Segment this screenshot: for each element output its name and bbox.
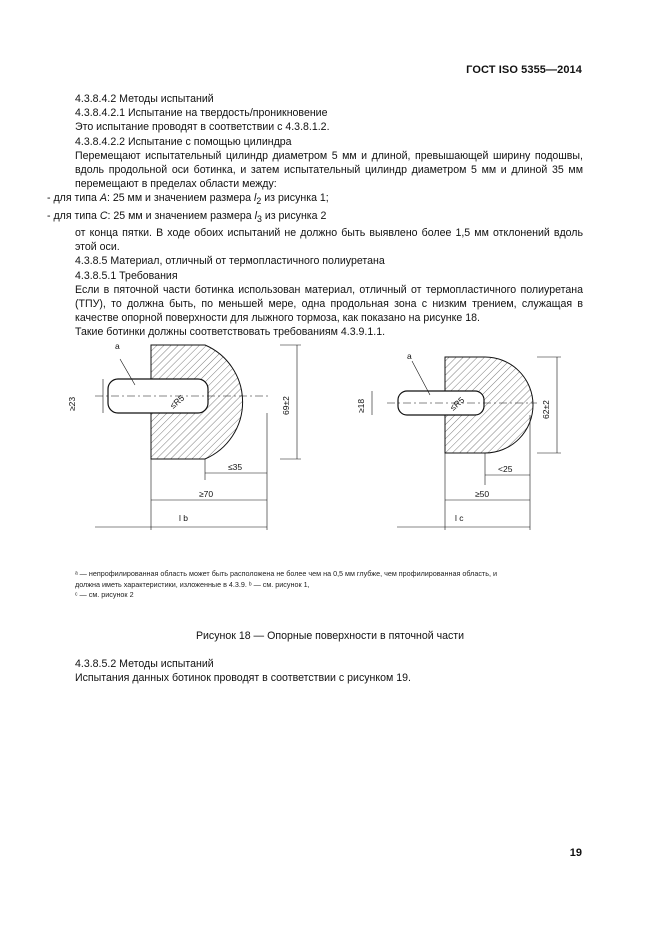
paragraph: Такие ботинки должны соответствовать требованиям 4.3.9.1.1. (75, 326, 386, 339)
list-end: из рисунка 1; (261, 192, 329, 205)
dim-70-left: ≥70 (199, 489, 214, 499)
mark-a-right: a (407, 351, 412, 361)
list-text: : 25 мм и значением размера (106, 192, 255, 205)
figure-caption: Рисунок 18 — Опорные поверхности в пяточной части (195, 630, 465, 642)
width-dim-left: ≥23 (67, 396, 77, 411)
figure-18-drawing (67, 335, 585, 545)
note-line: ᵃ — непрофилированная область может быть расположена не более чем на 0,5 мм глубже, чем профилированная область, и (75, 569, 497, 578)
height-dim-right: 62±2 (541, 400, 551, 419)
paragraph: от конца пятки. В ходе обоих испытаний не должно быть выявлено более 1,5 мм отклонений вдоль этой оси. (75, 227, 583, 254)
type-label: A (99, 192, 107, 205)
paragraph: Испытания данных ботинок проводят в соответствии с рисунком 19. (75, 672, 411, 685)
list-end: из рисунка 2 (261, 209, 327, 222)
note-line: должна иметь характеристики, изложенные в 4.3.9. ᵇ — см. рисунок 1, (75, 579, 310, 589)
paragraph: Если в пяточной части ботинка использован материал, отличный от термопластичного полиуретана (ТПУ), то должна быть, по меньшей мере, одна продольная зона с низким трением, служащая в качестве опорной поверхности для лыжного тормоза, как показано на рисунке 18. (75, 283, 583, 325)
height-dim-left: 69±2 (281, 396, 291, 415)
list-item (47, 191, 583, 208)
note-line: ᶜ — см. рисунок 2 (75, 590, 134, 599)
paragraph (0, 149, 583, 192)
subsection-heading: 4.3.8.5.1 Требования (75, 269, 178, 282)
page-number: 19 (569, 847, 582, 859)
subsection-heading: 4.3.8.5.2 Методы испытаний (75, 658, 214, 670)
type-label: C (99, 209, 108, 222)
dim-lb-left: l b (179, 513, 188, 523)
dim-lc-right: l c (455, 513, 464, 523)
right-heel-drawing (356, 351, 561, 530)
paragraph-text: Перемещают испытательный цилиндр диаметром 5 мм и длиной, превышающей ширину подошвы, вдоль продольной оси ботинка, и затем испытательный цилиндр диаметром 5 мм и длиной 35 мм перемещают в пределах области между: (75, 149, 583, 191)
subsection-heading: 4.3.8.4.2.1 Испытание на твердость/проникновение (75, 107, 328, 120)
paragraph: Это испытание проводят в соответствии с 4.3.8.1.2. (75, 121, 330, 134)
list-text: : 25 мм и значением размера (107, 209, 255, 222)
subsection-heading: 4.3.8.4.2.2 Испытание с помощью цилиндра (75, 135, 292, 148)
radius-label-right: ≤R5 (447, 394, 467, 413)
list-prefix: - для типа (47, 192, 100, 205)
technical-drawing (67, 335, 585, 545)
dim-35-left: ≤35 (228, 462, 243, 472)
mark-a-left: a (115, 341, 120, 351)
left-heel-drawing (67, 341, 301, 530)
section-heading: 4.3.8.4.2 Методы испытаний (75, 93, 214, 105)
var-sub: 3 (256, 213, 262, 224)
var-sub: 2 (256, 196, 262, 207)
section-heading: 4.3.8.5 Материал, отличный от термопластичного полиуретана (75, 255, 385, 268)
document-header: ГОСТ ISO 5355—2014 (466, 64, 582, 76)
width-dim-right: ≥18 (356, 398, 366, 413)
figure-notes (75, 569, 585, 601)
radius-label-left: ≤R5 (167, 392, 187, 411)
list-prefix: - для типа (47, 209, 100, 222)
var-label: l (254, 192, 257, 205)
dim-25-right: <25 (498, 464, 513, 474)
list-item (47, 209, 583, 226)
dim-50-right: ≥50 (475, 489, 490, 499)
var-label: l (254, 209, 257, 222)
main-text-continued (75, 657, 583, 685)
main-text (47, 92, 583, 340)
